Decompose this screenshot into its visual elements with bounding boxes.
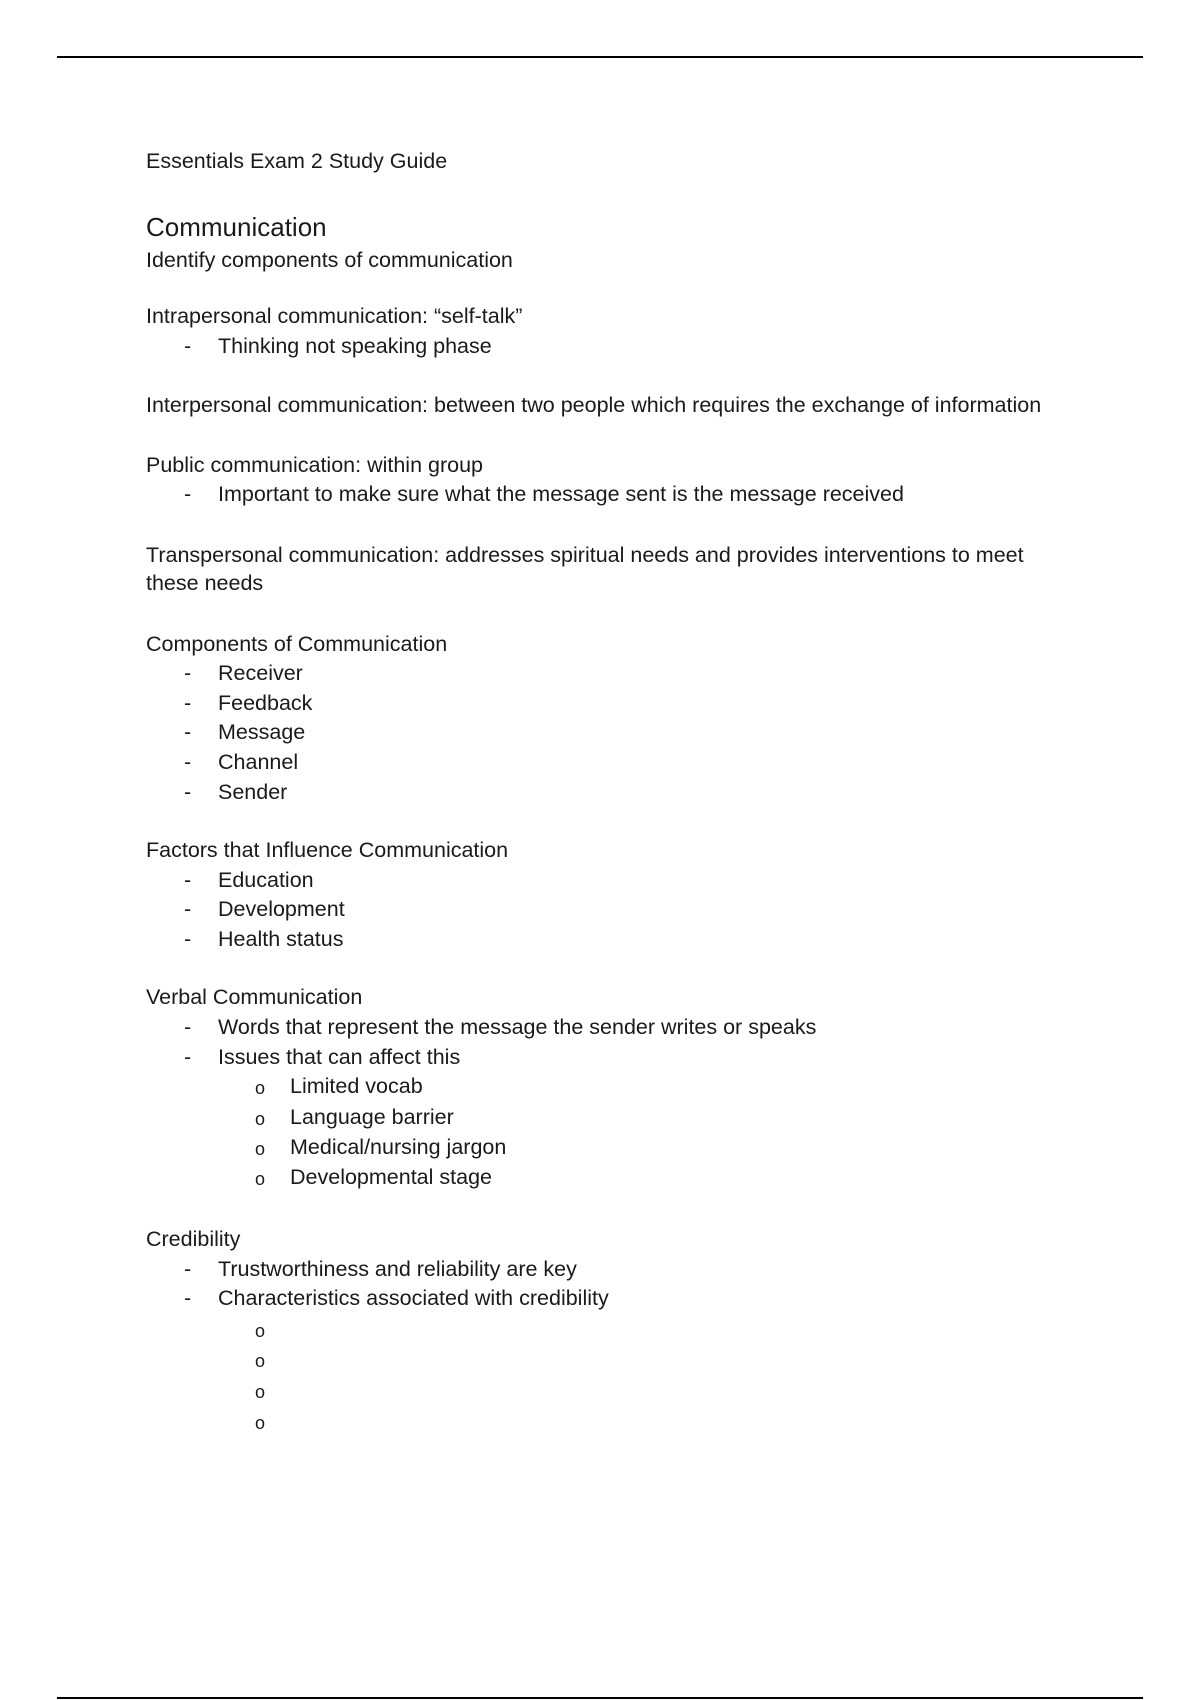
circle-bullet: o: [255, 1382, 266, 1402]
list-item: Words that represent the message the sender writes or speaks: [218, 1015, 817, 1039]
list-item: Characteristics associated with credibility: [218, 1286, 609, 1310]
list-item: Receiver: [218, 661, 303, 685]
sub-list-item: Limited vocab: [290, 1074, 423, 1098]
components-label: Components of Communication: [146, 632, 448, 656]
credibility-label: Credibility: [146, 1227, 241, 1251]
interpersonal-label: Interpersonal communication: between two people which requires the exchange of information: [146, 393, 1042, 417]
list-item: Sender: [218, 780, 288, 804]
list-item: Health status: [218, 927, 344, 951]
dash-bullet: -: [184, 661, 192, 685]
subheading: Identify components of communication: [146, 248, 513, 272]
circle-bullet: o: [255, 1139, 266, 1159]
dash-bullet: -: [184, 1045, 192, 1069]
document-title: Essentials Exam 2 Study Guide: [146, 149, 448, 173]
circle-bullet: o: [255, 1351, 266, 1371]
dash-bullet: -: [184, 691, 192, 715]
list-item: Message: [218, 720, 306, 744]
circle-bullet: o: [255, 1109, 266, 1129]
footer-rule: [57, 1697, 1143, 1699]
circle-bullet: o: [255, 1169, 266, 1189]
factors-label: Factors that Influence Communication: [146, 838, 509, 862]
list-item: Development: [218, 897, 345, 921]
transpersonal-label-line2: these needs: [146, 571, 264, 595]
transpersonal-label-line1: Transpersonal communication: addresses spiritual needs and provides interventions to meet: [146, 543, 1024, 567]
list-item: Thinking not speaking phase: [218, 334, 492, 358]
sub-list-item: Medical/nursing jargon: [290, 1135, 507, 1159]
circle-bullet: o: [255, 1413, 266, 1433]
dash-bullet: -: [184, 927, 192, 951]
header-rule: [57, 56, 1143, 58]
circle-bullet: o: [255, 1078, 266, 1098]
dash-bullet: -: [184, 780, 192, 804]
dash-bullet: -: [184, 1286, 192, 1310]
intrapersonal-label: Intrapersonal communication: “self-talk”: [146, 304, 523, 328]
list-item: Education: [218, 868, 314, 892]
dash-bullet: -: [184, 750, 192, 774]
list-item: Channel: [218, 750, 299, 774]
list-item: Issues that can affect this: [218, 1045, 461, 1069]
verbal-label: Verbal Communication: [146, 985, 363, 1009]
dash-bullet: -: [184, 1257, 192, 1281]
dash-bullet: -: [184, 868, 192, 892]
sub-list-item: Developmental stage: [290, 1165, 492, 1189]
list-item: Feedback: [218, 691, 313, 715]
dash-bullet: -: [184, 1015, 192, 1039]
dash-bullet: -: [184, 334, 192, 358]
list-item: Important to make sure what the message sent is the message received: [218, 482, 904, 506]
list-item: Trustworthiness and reliability are key: [218, 1257, 577, 1281]
dash-bullet: -: [184, 720, 192, 744]
section-heading: Communication: [146, 212, 327, 242]
public-label: Public communication: within group: [146, 453, 483, 477]
sub-list-item: Language barrier: [290, 1105, 454, 1129]
dash-bullet: -: [184, 482, 192, 506]
circle-bullet: o: [255, 1321, 266, 1341]
dash-bullet: -: [184, 897, 192, 921]
